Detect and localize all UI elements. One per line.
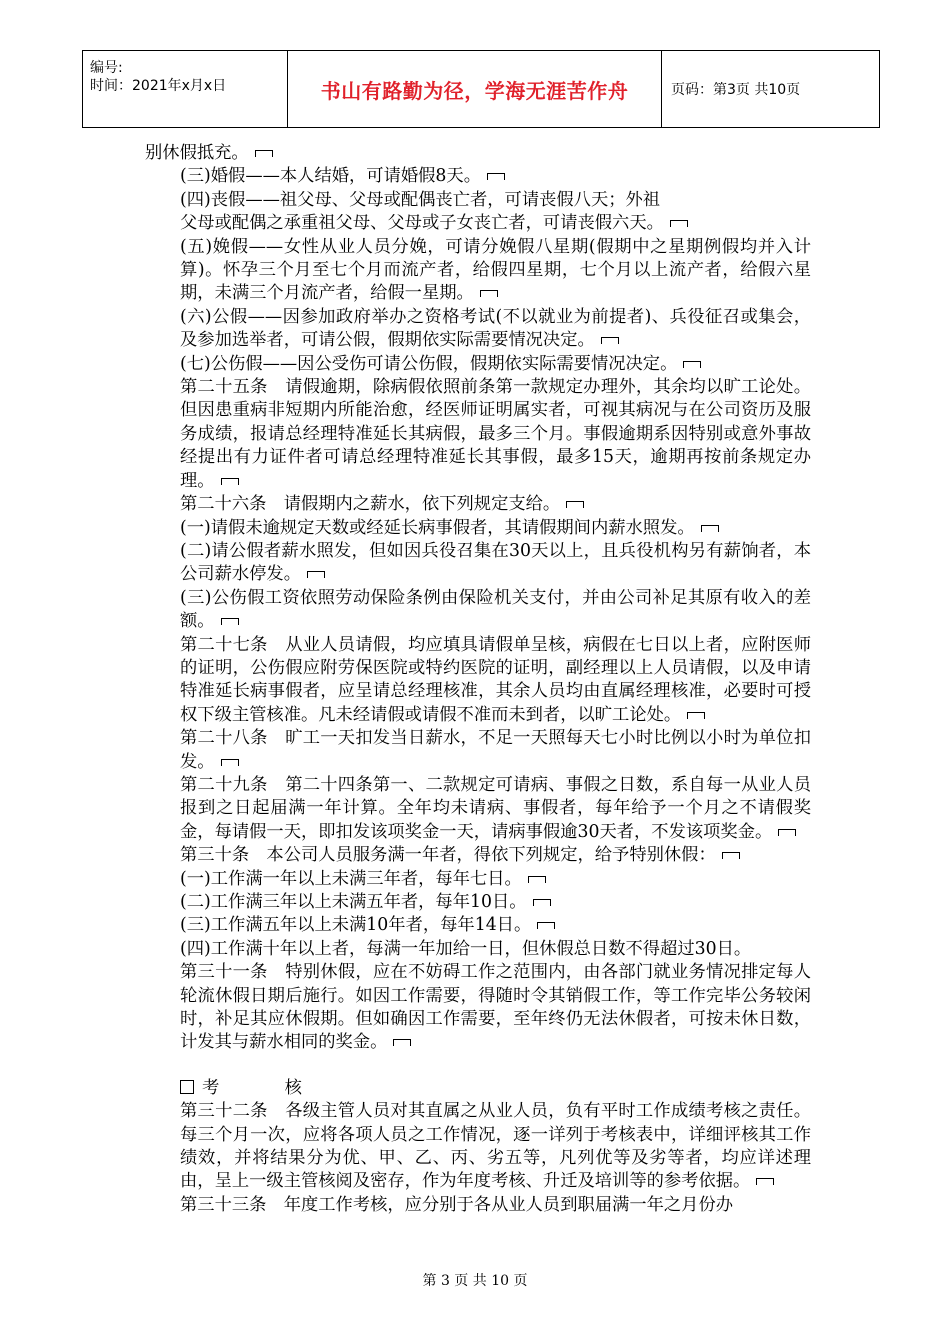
paragraph (145, 189, 811, 212)
paragraph-mark-icon (756, 1178, 774, 1185)
paragraph-mark-icon (221, 478, 239, 485)
paragraph-text: (一)请假未逾规定天数或经延长病事假者，其请假期间内薪水照发。 (180, 517, 695, 538)
paragraph-text: (四)工作满十年以上者，每满一年加给一日，但休假总日数不得超过30日。 (180, 938, 752, 959)
paragraph-text: 别休假抵充。 (145, 143, 249, 163)
paragraph-mark-icon (487, 173, 505, 180)
paragraph-text: (二)请公假者薪水照发，但如因兵役召集在30天以上，且兵役机构另有薪饷者，本公司薪水停发。 (180, 540, 811, 585)
paragraph-mark-icon (528, 876, 546, 883)
time-label: 时间：2021年x月x日 (90, 78, 227, 94)
section-title: 考 核 (202, 1077, 326, 1098)
paragraph-group-2 (145, 1100, 811, 1217)
paragraph (145, 1100, 811, 1194)
page-info: 页码：第3页 共10页 (671, 82, 801, 98)
paragraph-text: 第三十二条 各级主管人员对其直属之从业人员，负有平时工作成绩考核之责任。每三个月一次，应将各项人员之工作情况，逐一详列于考核表中，详细评核其工作绩效，并将结果分为优、甲、乙、丙、劣五等，凡列优等及劣等者，均应详述理由，呈上一级主管核阅及密存，作为年度考核、升迁及培训等的参考依据。 (180, 1101, 811, 1192)
paragraph-text: (三)婚假——本人结婚，可请婚假8天。 (180, 166, 481, 187)
paragraph (145, 306, 811, 353)
paragraph-mark-icon (778, 829, 796, 836)
paragraph-mark-icon (701, 525, 719, 532)
paragraph (145, 774, 811, 844)
paragraph-mark-icon (393, 1039, 411, 1046)
paragraph-mark-icon (221, 759, 239, 766)
paragraph-mark-icon (221, 618, 239, 625)
paragraph (145, 914, 811, 937)
paragraph (145, 1194, 811, 1217)
paragraph-mark-icon (480, 290, 498, 297)
paragraph-text: (三)工作满五年以上未满10年者，每年14日。 (180, 915, 532, 936)
paragraph (145, 540, 811, 587)
paragraph (145, 961, 811, 1055)
paragraph-mark-icon (601, 337, 619, 344)
paragraph (145, 727, 811, 774)
header-meta-cell (83, 51, 288, 127)
paragraph-text: (七)公伤假——因公受伤可请公伤假，假期依实际需要情况决定。 (180, 353, 678, 374)
paragraph (145, 844, 811, 867)
paragraph-mark-icon (533, 899, 551, 906)
paragraph-text: (五)娩假——女性从业人员分娩，可请分娩假八星期(假期中之星期例假均并入计算)。怀孕三个月至七个月而流产者，给假四星期，七个月以上流产者，给假六星期，未满三个月流产者，给假一星期。 (180, 236, 811, 304)
paragraph-text: 第二十九条 第二十四条第一、二款规定可请病、事假之日数，系自每一从业人员报到之日起届满一年计算。全年均未请病、事假者，每年给予一个月之不请假奖金，每请假一天，即扣发该项奖金一天，请病事假逾30天者，不发该项奖金。 (180, 774, 811, 842)
paragraph (145, 587, 811, 634)
document-body (145, 142, 811, 1217)
paragraph-text: 第三十三条 年度工作考核，应分别于各从业人员到职届满一年之月份办 (180, 1194, 734, 1215)
paragraph-text: 第二十八条 旷工一天扣发当日薪水，不足一天照每天七小时比例以小时为单位扣发。 (180, 728, 811, 772)
paragraph (145, 212, 811, 235)
header-table (82, 50, 880, 128)
paragraph-mark-icon (670, 220, 688, 227)
paragraph-text: (四)丧假——祖父母、父母或配偶丧亡者，可请丧假八天；外祖 (180, 189, 661, 210)
paragraph (145, 376, 811, 493)
paragraph-text: 第二十五条 请假逾期，除病假依照前条第一款规定办理外，其余均以旷工论处。但因患重病非短期内所能治愈，经医师证明属实者，可视其病况与在公司资历及服务成绩，报请总经理特准延长其病假，最多三个月。事假逾期系因特别或意外事故经提出有力证件者可请总经理特准延长其事假，最多15天，逾期再按前条规定办理。 (180, 377, 811, 491)
checkbox-square-icon (180, 1080, 194, 1094)
paragraph (145, 236, 811, 306)
paragraph (145, 517, 811, 540)
paragraph (145, 891, 811, 914)
paragraph-text: 父母或配偶之承重祖父母、父母或子女丧亡者，可请丧假六天。 (180, 213, 664, 234)
paragraph-text: 第二十七条 从业人员请假，均应填具请假单呈核，病假在七日以上者，应附医师的证明，公伤假应附劳保医院或特约医院的证明，副经理以上人员请假，以及申请特准延长病事假者，应呈请总经理核准，其余人员均由直属经理核准，必要时可授权下级主管核准。凡未经请假或请假不准而未到者，以旷工论处。 (180, 634, 811, 725)
paragraph (145, 165, 811, 188)
paragraph-mark-icon (566, 501, 584, 508)
paragraph-text: 第二十六条 请假期内之薪水，依下列规定支给。 (180, 494, 561, 515)
paragraph-mark-icon (683, 361, 701, 368)
paragraph-mark-icon (307, 571, 325, 578)
paragraph (145, 938, 811, 961)
paragraph-text: (二)工作满三年以上未满五年者，每年10日。 (180, 892, 527, 912)
paragraph-mark-icon (722, 852, 740, 859)
paragraph-group-1 (145, 142, 811, 1055)
paragraph-mark-icon (537, 922, 555, 929)
paragraph-mark-icon (687, 712, 705, 719)
paragraph-text: (一)工作满一年以上未满三年者，每年七日。 (180, 868, 522, 889)
paragraph (145, 493, 811, 516)
paragraph (145, 142, 811, 165)
paragraph (145, 353, 811, 376)
section-heading (145, 1077, 811, 1100)
paragraph-text: 第三十一条 特别休假，应在不妨碍工作之范围内，由各部门就业务情况排定每人轮流休假日期后施行。如因工作需要，得随时令其销假工作，等工作完毕公务较闲时，补足其应休假期。但如确因工作需要，至年终仍无法休假者，可按未休日数，计发其与薪水相同的奖金。 (180, 962, 811, 1053)
paragraph-text: (六)公假——因参加政府举办之资格考试(不以就业为前提者)、兵役征召或集会，及参加选举者，可请公假，假期依实际需要情况决定。 (180, 306, 811, 351)
paragraph-mark-icon (255, 150, 273, 157)
paragraph-text: (三)公伤假工资依照劳动保险条例由保险机关支付，并由公司补足其原有收入的差额。 (180, 587, 811, 632)
paragraph (145, 634, 811, 728)
number-label: 编号: (90, 60, 123, 76)
page-footer: 第 3 页 共 10 页 (422, 1273, 528, 1289)
slogan: 书山有路勤为径，学海无涯苦作舟 (288, 51, 662, 127)
paragraph-text: 第三十条 本公司人员服务满一年者，得依下列规定，给予特别休假： (180, 845, 716, 866)
paragraph (145, 868, 811, 891)
